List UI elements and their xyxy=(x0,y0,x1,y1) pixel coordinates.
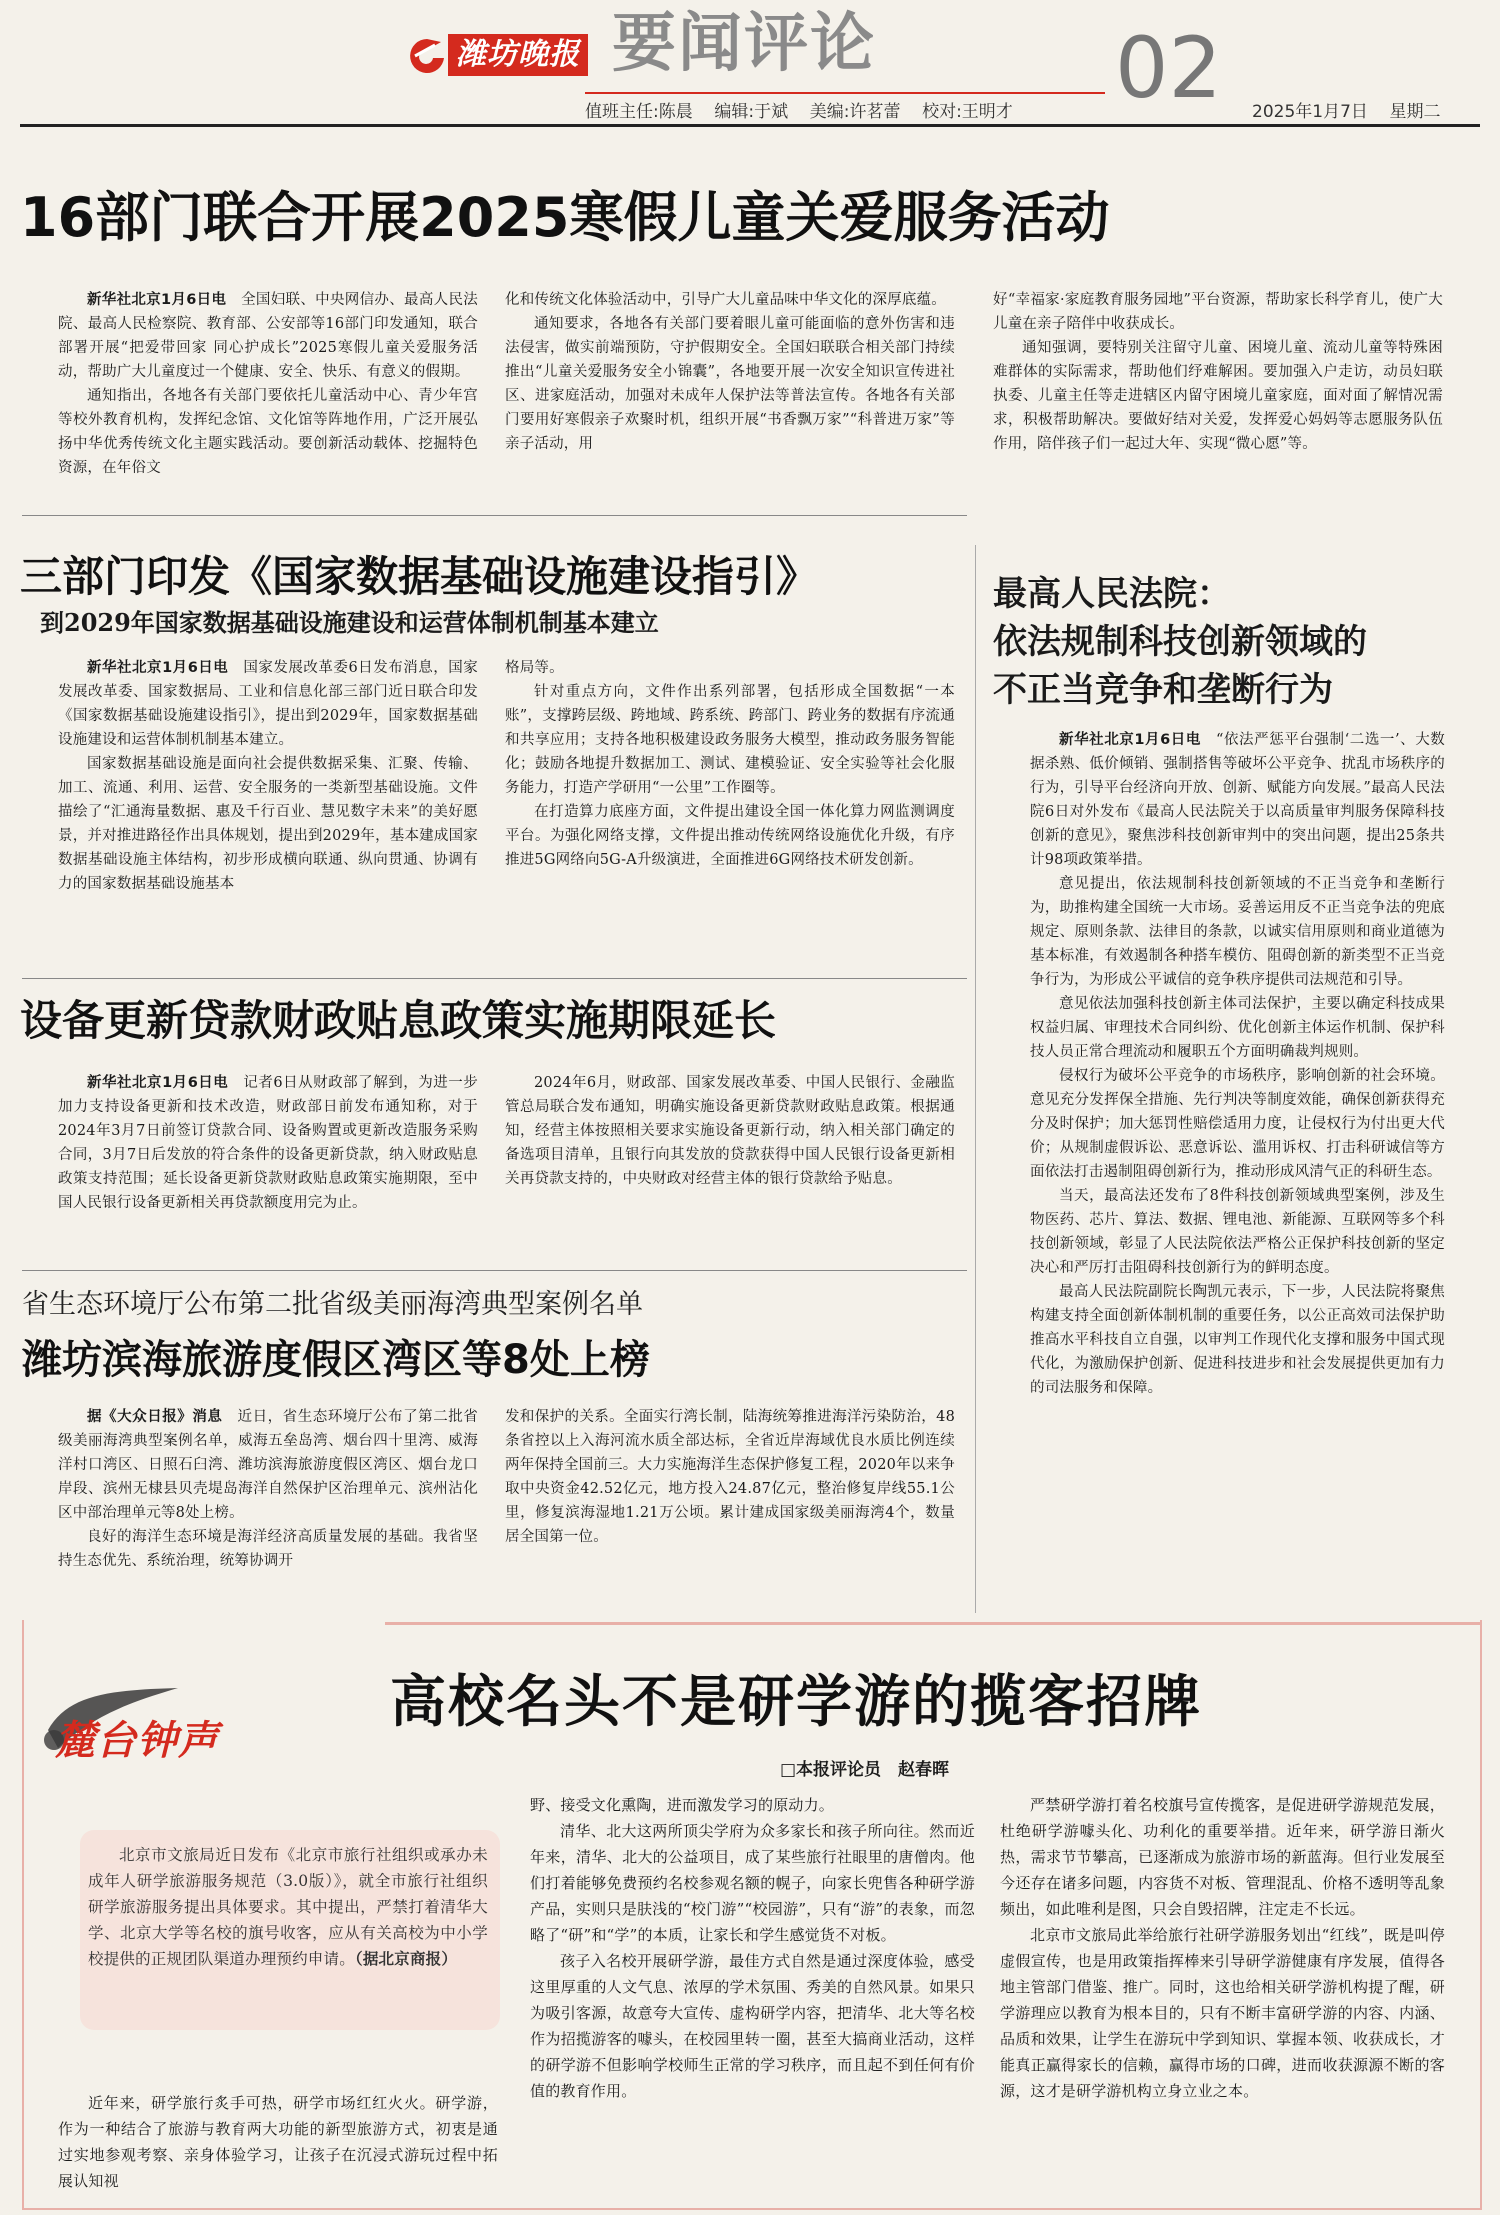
paragraph xyxy=(58,288,478,384)
paragraph xyxy=(58,1525,478,1573)
commentary-top-rule xyxy=(385,1622,1480,1625)
dateline: 新华社北京1月6日电 xyxy=(87,1075,229,1091)
divider xyxy=(22,515,967,516)
masthead-underline xyxy=(585,92,1105,94)
paragraph xyxy=(530,1948,975,2104)
article3-column-2 xyxy=(505,1071,955,1191)
paragraph xyxy=(1030,992,1445,1064)
article1-column-3 xyxy=(993,288,1443,456)
quote-box-source: （据北京商报） xyxy=(354,1949,458,1968)
paragraph xyxy=(1030,728,1445,872)
paragraph xyxy=(530,1792,975,1818)
column-separator xyxy=(975,545,976,1613)
paragraph-text: 野、接受文化熏陶，进而激发学习的原动力。 xyxy=(530,1796,835,1814)
paragraph-text: 当天，最高法还发布了8件科技创新领域典型案例，涉及生物医药、芯片、算法、数据、锂电池、新能源、互联网等多个科技创新领域，彰显了人民法院依法严格公正保护科技创新的坚定决心和严厉打击阻碍科技创新行为的鲜明态度。 xyxy=(1030,1188,1445,1276)
paragraph xyxy=(1000,1922,1445,2104)
article4-headline: 潍坊滨海旅游度假区湾区等8处上榜 xyxy=(22,1337,650,1383)
paragraph xyxy=(505,656,955,680)
credit-proofreader: 校对:王明才 xyxy=(922,102,1013,122)
article2-subheadline: 到2029年国家数据基础设施建设和运营体制机制基本建立 xyxy=(40,608,659,637)
newspaper-logo: 潍坊晚报 xyxy=(448,34,588,76)
dateline: 新华社北京1月6日电 xyxy=(1059,732,1201,748)
paragraph xyxy=(1030,1064,1445,1184)
paragraph-text: 国家数据基础设施是面向社会提供数据采集、汇聚、传输、加工、流通、利用、运营、安全服务的一类新型基础设施。文件描绘了“汇通海量数据、惠及千行百业、慧见数字未来”的美好愿景，并对推进路径作出具体规划，提出到2029年，基本建成国家数据基础设施主体结构，初步形成横向联通、纵向贯通、协调有力的国家数据基础设施基本 xyxy=(58,756,478,892)
paragraph-text: 近日，省生态环境厅公布了第二批省级美丽海湾典型案例名单，威海五垒岛湾、烟台四十里湾、威海洋村口湾区、日照石臼湾、潍坊滨海旅游度假区湾区、烟台龙口岸段、滨州无棣县贝壳堤岛海洋自然保护区治理单元、滨州沾化区中部治理单元等8处上榜。 xyxy=(58,1409,478,1521)
masthead-rule xyxy=(20,124,1480,127)
quote-box-text xyxy=(88,1842,488,1972)
article4-column-2 xyxy=(505,1405,955,1549)
issue-date: 2025年1月7日 xyxy=(1252,102,1368,122)
article4-kicker: 省生态环境厅公布第二批省级美丽海湾典型案例名单 xyxy=(22,1289,643,1320)
paragraph xyxy=(58,752,478,896)
paragraph-text: 严禁研学游打着名校旗号宣传揽客，是促进研学游规范发展，杜绝研学游噱头化、功利化的重要举措。近年来，研学游日渐火热，需求节节攀高，已逐渐成为旅游市场的新蓝海。但行业发展至今还存在诸多问题，内容货不对板、管理混乱、价格不透明等乱象频出，如此唯利是图，只会自毁招牌，注定走不长远。 xyxy=(1000,1796,1445,1918)
article1-column-1 xyxy=(58,288,478,480)
paragraph-text: 发和保护的关系。全面实行湾长制，陆海统筹推进海洋污染防治，48条省控以上入海河流水质全部达标，全省近岸海域优良水质比例连续两年保持全国前三。大力实施海洋生态保护修复工程，2020年以来争取中央资金42.52亿元，地方投入24.87亿元，整治修复岸线55.1公里，修复滨海湿地1.21万公顷。累计建成国家级美丽海湾4个，数量居全国第一位。 xyxy=(505,1409,955,1545)
article2-headline: 三部门印发《国家数据基础设施建设指引》 xyxy=(20,552,819,601)
credit-duty-editor: 值班主任:陈晨 xyxy=(585,102,693,122)
commentary-paragraph: 近年来，研学旅行炙手可热，研学市场红红火火。研学游，作为一种结合了旅游与教育两大功能的新型旅游方式，初衷是通过实地参观考察、亲身体验学习，让孩子在沉浸式游玩过程中拓展认知视 xyxy=(58,2094,498,2190)
divider xyxy=(22,978,967,979)
article5-headline xyxy=(993,570,1473,714)
page-number: 02 xyxy=(1115,19,1222,117)
paragraph xyxy=(58,1071,478,1215)
paragraph-text: 孩子入名校开展研学游，最佳方式自然是通过深度体验，感受这里厚重的人文气息、浓厚的学术氛围、秀美的自然风景。如果只为吸引客源，故意夸大宣传、虚构研学内容，把清华、北大等名校作为招揽游客的噱头，在校园里转一圈，甚至大搞商业活动，这样的研学游不但影响学校师生正常的学习秩序，而且起不到任何有价值的教育作用。 xyxy=(530,1952,975,2100)
section-title: 要闻评论 xyxy=(612,6,876,81)
paragraph xyxy=(1030,1280,1445,1400)
paragraph xyxy=(505,1405,955,1549)
article4-column-1 xyxy=(58,1405,478,1573)
credit-designer: 美编:许茗蕾 xyxy=(809,102,901,122)
paragraph-text: 通知强调，要特别关注留守儿童、困境儿童、流动儿童等特殊困难群体的实际需求，帮助他们纾难解困。要加强入户走访，动员妇联执委、儿童主任等走进辖区内留守困境儿童家庭，面对面了解情况需求，积极帮助解决。要做好结对关爱，发挥爱心妈妈等志愿服务队伍作用，陪伴孩子们一起过大年、实现“微心愿”等。 xyxy=(993,340,1443,452)
commentary-column-3 xyxy=(1000,1792,1445,2104)
paragraph-text: 侵权行为破坏公平竞争的市场秩序，影响创新的社会环境。意见充分发挥保全措施、先行判决等制度效能，确保创新获得充分及时保护；加大惩罚性赔偿适用力度，让侵权行为付出更大代价；从规制虚假诉讼、恶意诉讼、滥用诉权、打击科研诚信等方面依法打击遏制阻碍创新行为，推动形成风清气正的科研生态。 xyxy=(1030,1068,1445,1180)
paragraph xyxy=(505,800,955,872)
paragraph-text: 通知要求，各地各有关部门要着眼儿童可能面临的意外伤害和违法侵害，做实前端预防，守护假期安全。全国妇联联合相关部门持续推出“儿童关爱服务安全小锦囊”，各地要开展一次安全知识宣传进社区、进家庭活动，加强对未成年人保护法等普法宣传。各地各有关部门要用好寒假亲子欢聚时机，组织开展“书香飘万家”“科普进万家”等亲子活动，用 xyxy=(505,316,955,452)
article5-headline-line-1: 最高人民法院： xyxy=(993,574,1231,614)
dateline: 据《大众日报》消息 xyxy=(87,1409,223,1425)
article5-headline-line-3: 不正当竞争和垄断行为 xyxy=(993,670,1333,710)
paragraph xyxy=(505,680,955,800)
paragraph-text: 北京市文旅局此举给旅行社研学游服务划出“红线”，既是叫停虚假宣传，也是用政策指挥棒来引导研学游健康有序发展，值得各地主管部门借鉴、推广。同时，这也给相关研学游机构提了醒，研学游理应以教育为根本目的，只有不断丰富研学游的内容、内涵、品质和效果，让学生在游玩中学到知识、掌握本领、收获成长，才能真正赢得家长的信赖，赢得市场的口碑，进而收获源源不断的客源，这才是研学游机构立身立业之本。 xyxy=(1000,1926,1445,2100)
paragraph xyxy=(58,1405,478,1525)
paragraph-text: 记者6日从财政部了解到，为进一步加力支持设备更新和技术改造，财政部日前发布通知称，对于2024年3月7日前签订贷款合同、设备购置或更新改造服务采购合同，3月7日后发放的符合条件的设备更新贷款，纳入财政贴息政策支持范围；延长设备更新贷款财政贴息政策实施期限，至中国人民银行设备更新相关再贷款额度用完为止。 xyxy=(58,1075,478,1211)
quote-box-paragraph: 北京市文旅局近日发布《北京市旅行社组织或承办未成年人研学旅游服务规范（3.0版）》，就全市旅行社组织研学旅游服务提出具体要求。其中提出，严禁打着清华大学、北京大学等名校的旗号收客，应从有关高校为中小学校提供的正规团队渠道办理预约申请。（据北京商报） xyxy=(88,1846,488,1968)
article1-column-2 xyxy=(505,288,955,456)
dateline: 新华社北京1月6日电 xyxy=(87,292,227,308)
quote-box xyxy=(80,1830,500,2030)
commentary-byline: □本报评论员 赵春晖 xyxy=(780,1760,950,1780)
paragraph xyxy=(58,384,478,480)
paragraph-text: 针对重点方向，文件作出系列部署，包括形成全国数据“一本账”，支撑跨层级、跨地域、跨系统、跨部门、跨业务的数据有序流通和共享应用；支持各地积极建设政务服务大模型，推动政务服务智能化；鼓励各地提升数据加工、测试、建模验证、安全实验等社会化服务能力，打造产学研用“一公里”工作圈等。 xyxy=(505,684,955,796)
issue-date-line xyxy=(1252,97,1441,122)
credit-editor: 编辑:于斌 xyxy=(714,102,789,122)
paragraph xyxy=(530,1818,975,1948)
paragraph-text: 在打造算力底座方面，文件提出建设全国一体化算力网监测调度平台。为强化网络支撑，文件提出推动传统网络设施优化升级，有序推进5G网络向5G-A升级演进，全面推进6G网络技术研发创新。 xyxy=(505,804,955,868)
article1-headline: 16部门联合开展2025寒假儿童关爱服务活动 xyxy=(20,186,1110,249)
paragraph xyxy=(1030,872,1445,992)
paragraph xyxy=(505,1071,955,1191)
paragraph-text: 最高人民法院副院长陶凯元表示，下一步，人民法院将聚焦构建支持全面创新体制机制的重要任务，以公正高效司法保护助推高水平科技自立自强，以审判工作现代化支撑和服务中国式现代化，为激励保护创新、促进科技进步和社会发展提供更加有力的司法服务和保障。 xyxy=(1030,1284,1445,1396)
paragraph xyxy=(993,336,1443,456)
newspaper-logo-icon xyxy=(405,36,449,76)
paragraph xyxy=(1000,1792,1445,1922)
article3-column-1 xyxy=(58,1071,478,1215)
paragraph xyxy=(58,656,478,752)
article2-column-2 xyxy=(505,656,955,872)
commentary-column-1 xyxy=(58,2090,498,2194)
article2-column-1 xyxy=(58,656,478,896)
paragraph-text: 2024年6月，财政部、国家发展改革委、中国人民银行、金融监管总局联合发布通知，明确实施设备更新贷款财政贴息政策。根据通知，经营主体按照相关要求实施设备更新行动，纳入相关部门确定的备选项目清单，且银行向其发放的贷款获得中国人民银行设备更新相关再贷款支持的，中央财政对经营主体的银行贷款给予贴息。 xyxy=(505,1075,955,1187)
article5-headline-line-2: 依法规制科技创新领域的 xyxy=(993,622,1367,662)
dateline: 新华社北京1月6日电 xyxy=(87,660,229,676)
article3-headline: 设备更新贷款财政贴息政策实施期限延长 xyxy=(20,996,777,1045)
paragraph-text: 意见依法加强科技创新主体司法保护，主要以确定科技成果权益归属、审理技术合同纠纷、优化创新主体运作机制、保护科技人员正常合理流动和履职五个方面明确裁判规则。 xyxy=(1030,996,1445,1060)
paragraph-text: 好“幸福家·家庭教育服务园地”平台资源，帮助家长科学育儿，使广大儿童在亲子陪伴中收获成长。 xyxy=(993,292,1443,332)
paragraph-text: 通知指出，各地各有关部门要依托儿童活动中心、青少年宫等校外教育机构，发挥纪念馆、文化馆等阵地作用，广泛开展弘扬中华优秀传统文化主题实践活动。要创新活动载体、挖掘特色资源，在年俗文 xyxy=(58,388,478,476)
divider xyxy=(22,1270,967,1271)
issue-weekday: 星期二 xyxy=(1389,102,1441,122)
paragraph-text: 清华、北大这两所顶尖学府为众多家长和孩子所向往。然而近年来，清华、北大的公益项目，成了某些旅行社眼里的唐僧肉。他们打着能够免费预约名校参观名额的幌子，向家长兜售各种研学游产品，实则只是肤浅的“校门游”“校园游”，只有“游”的表象，而忽略了“研”和“学”的本质，让家长和学生感觉货不对板。 xyxy=(530,1822,975,1944)
paragraph-text: 全国妇联、中央网信办、最高人民法院、最高人民检察院、教育部、公安部等16部门印发通知，联合部署开展“把爱带回家 同心护成长”2025寒假儿童关爱服务活动，帮助广大儿童度过一个健康、安全、快乐、有意义的假期。 xyxy=(58,292,478,380)
article5-body xyxy=(1030,728,1445,1400)
paragraph-text: 格局等。 xyxy=(505,660,564,676)
paragraph-text: 化和传统文化体验活动中，引导广大儿童品味中华文化的深厚底蕴。 xyxy=(505,292,946,308)
commentary-column-name: 麓台钟声 xyxy=(55,1717,219,1764)
paragraph-text: 良好的海洋生态环境是海洋经济高质量发展的基础。我省坚持生态优先、系统治理，统筹协调开 xyxy=(58,1529,478,1569)
paragraph xyxy=(505,312,955,456)
paragraph xyxy=(993,288,1443,336)
masthead xyxy=(0,0,1500,125)
paragraph xyxy=(1030,1184,1445,1280)
paragraph-text: 国家发展改革委6日发布消息，国家发展改革委、国家数据局、工业和信息化部三部门近日联合印发《国家数据基础设施建设指引》，提出到2029年，国家数据基础设施建设和运营体制机制基本建立。 xyxy=(58,660,478,748)
paragraph-text: 意见提出，依法规制科技创新领域的不正当竞争和垄断行为，助推构建全国统一大市场。妥善运用反不正当竞争法的兜底规定、原则条款、法律目的条款，以诚实信用原则和商业道德为基本标准，有效遏制各种搭车模仿、阻碍创新的新类型不正当竞争行为，为形成公平诚信的竞争秩序提供司法规范和引导。 xyxy=(1030,876,1445,988)
paragraph-text: “依法严惩平台强制‘二选一’、大数据杀熟、低价倾销、强制搭售等破坏公平竞争、扰乱市场秩序的行为，引导平台经济向开放、创新、赋能方向发展。”最高人民法院6日对外发布《最高人民法院关于以高质量审判服务保障科技创新的意见》，聚焦涉科技创新审判中的突出问题，提出25条共计98项政策举措。 xyxy=(1030,732,1446,868)
staff-credits xyxy=(585,97,1013,122)
commentary-column-2 xyxy=(530,1792,975,2104)
commentary-headline: 高校名头不是研学游的揽客招牌 xyxy=(390,1670,1202,1735)
paragraph xyxy=(505,288,955,312)
